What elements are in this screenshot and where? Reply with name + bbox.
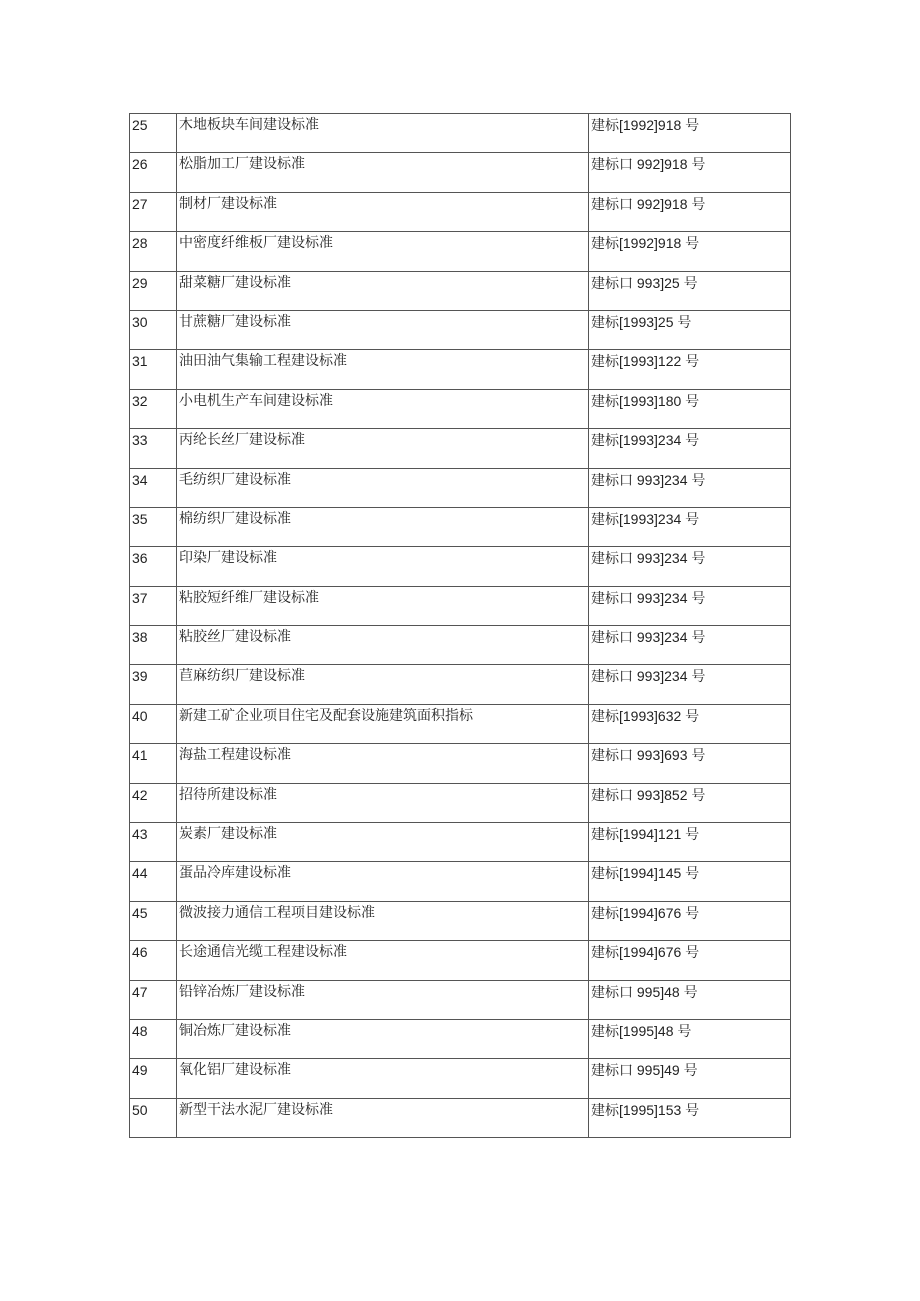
- standard-name: 粘胶短纤维厂建设标准: [177, 586, 589, 625]
- row-number: 25: [130, 114, 177, 153]
- standard-name: 蛋品冷库建设标准: [177, 862, 589, 901]
- document-code: 建标[1993]122 号: [589, 350, 791, 389]
- row-number: 28: [130, 232, 177, 271]
- table-row: [130, 941, 791, 980]
- standard-name: 微波接力通信工程项目建设标准: [177, 901, 589, 940]
- row-number: 47: [130, 980, 177, 1019]
- document-code: 建标[1995]48 号: [589, 1019, 791, 1058]
- table-row: [130, 862, 791, 901]
- row-number: 26: [130, 153, 177, 192]
- document-code: 建标口 993]25 号: [589, 271, 791, 310]
- standard-name: 木地板块车间建设标准: [177, 114, 589, 153]
- table-row: [130, 823, 791, 862]
- row-number: 38: [130, 626, 177, 665]
- table-row: [130, 468, 791, 507]
- standard-name: 长途通信光缆工程建设标准: [177, 941, 589, 980]
- table-row: [130, 271, 791, 310]
- document-code: 建标[1995]153 号: [589, 1098, 791, 1137]
- document-code: 建标口 993]234 号: [589, 586, 791, 625]
- document-code: 建标[1993]25 号: [589, 310, 791, 349]
- row-number: 48: [130, 1019, 177, 1058]
- row-number: 37: [130, 586, 177, 625]
- row-number: 30: [130, 310, 177, 349]
- table-row: [130, 192, 791, 231]
- table-row: [130, 232, 791, 271]
- document-code: 建标[1993]234 号: [589, 507, 791, 546]
- standard-name: 新型干法水泥厂建设标准: [177, 1098, 589, 1137]
- row-number: 35: [130, 507, 177, 546]
- row-number: 33: [130, 429, 177, 468]
- row-number: 34: [130, 468, 177, 507]
- standard-name: 毛纺织厂建设标准: [177, 468, 589, 507]
- document-code: 建标[1994]121 号: [589, 823, 791, 862]
- document-code: 建标口 993]234 号: [589, 468, 791, 507]
- row-number: 42: [130, 783, 177, 822]
- table-row: [130, 783, 791, 822]
- table-row: [130, 153, 791, 192]
- table-row: [130, 114, 791, 153]
- row-number: 45: [130, 901, 177, 940]
- document-code: 建标[1992]918 号: [589, 232, 791, 271]
- standard-name: 氧化铝厂建设标准: [177, 1059, 589, 1098]
- table-row: [130, 507, 791, 546]
- row-number: 31: [130, 350, 177, 389]
- table-row: [130, 1098, 791, 1137]
- document-code: 建标[1994]145 号: [589, 862, 791, 901]
- document-code: 建标[1992]918 号: [589, 114, 791, 153]
- standard-name: 松脂加工厂建设标准: [177, 153, 589, 192]
- standard-name: 制材厂建设标准: [177, 192, 589, 231]
- table-row: [130, 744, 791, 783]
- standard-name: 海盐工程建设标准: [177, 744, 589, 783]
- document-code: 建标[1994]676 号: [589, 941, 791, 980]
- standard-name: 粘胶丝厂建设标准: [177, 626, 589, 665]
- document-code: 建标[1993]234 号: [589, 429, 791, 468]
- standard-name: 油田油气集输工程建设标准: [177, 350, 589, 389]
- standard-name: 铜冶炼厂建设标准: [177, 1019, 589, 1058]
- table-row: [130, 350, 791, 389]
- standards-table: [129, 113, 791, 1138]
- standard-name: 招待所建设标准: [177, 783, 589, 822]
- document-code: 建标口 993]234 号: [589, 547, 791, 586]
- document-code: 建标口 993]234 号: [589, 626, 791, 665]
- table-row: [130, 1059, 791, 1098]
- standard-name: 中密度纤维板厂建设标准: [177, 232, 589, 271]
- standard-name: 丙纶长丝厂建设标准: [177, 429, 589, 468]
- table-row: [130, 310, 791, 349]
- row-number: 32: [130, 389, 177, 428]
- document-code: 建标口 995]49 号: [589, 1059, 791, 1098]
- row-number: 29: [130, 271, 177, 310]
- standard-name: 新建工矿企业项目住宅及配套设施建筑面积指标: [177, 704, 589, 743]
- table-row: [130, 980, 791, 1019]
- row-number: 49: [130, 1059, 177, 1098]
- table-row: [130, 389, 791, 428]
- document-code: 建标[1993]632 号: [589, 704, 791, 743]
- standard-name: 炭素厂建设标准: [177, 823, 589, 862]
- standard-name: 甜菜糖厂建设标准: [177, 271, 589, 310]
- row-number: 46: [130, 941, 177, 980]
- document-code: 建标口 992]918 号: [589, 192, 791, 231]
- document-code: 建标口 992]918 号: [589, 153, 791, 192]
- document-code: 建标口 993]852 号: [589, 783, 791, 822]
- row-number: 50: [130, 1098, 177, 1137]
- table-row: [130, 901, 791, 940]
- table-row: [130, 665, 791, 704]
- row-number: 43: [130, 823, 177, 862]
- row-number: 44: [130, 862, 177, 901]
- standards-table-body: [130, 114, 791, 1138]
- row-number: 41: [130, 744, 177, 783]
- standard-name: 铅锌冶炼厂建设标准: [177, 980, 589, 1019]
- standard-name: 印染厂建设标准: [177, 547, 589, 586]
- document-code: 建标口 993]234 号: [589, 665, 791, 704]
- standard-name: 小电机生产车间建设标准: [177, 389, 589, 428]
- table-row: [130, 704, 791, 743]
- row-number: 27: [130, 192, 177, 231]
- row-number: 39: [130, 665, 177, 704]
- row-number: 40: [130, 704, 177, 743]
- standard-name: 甘蔗糖厂建设标准: [177, 310, 589, 349]
- document-code: 建标口 993]693 号: [589, 744, 791, 783]
- document-code: 建标口 995]48 号: [589, 980, 791, 1019]
- document-code: 建标[1994]676 号: [589, 901, 791, 940]
- table-row: [130, 1019, 791, 1058]
- table-row: [130, 626, 791, 665]
- row-number: 36: [130, 547, 177, 586]
- table-row: [130, 547, 791, 586]
- table-row: [130, 429, 791, 468]
- standard-name: 苣麻纺织厂建设标准: [177, 665, 589, 704]
- standard-name: 棉纺织厂建设标准: [177, 507, 589, 546]
- table-row: [130, 586, 791, 625]
- document-code: 建标[1993]180 号: [589, 389, 791, 428]
